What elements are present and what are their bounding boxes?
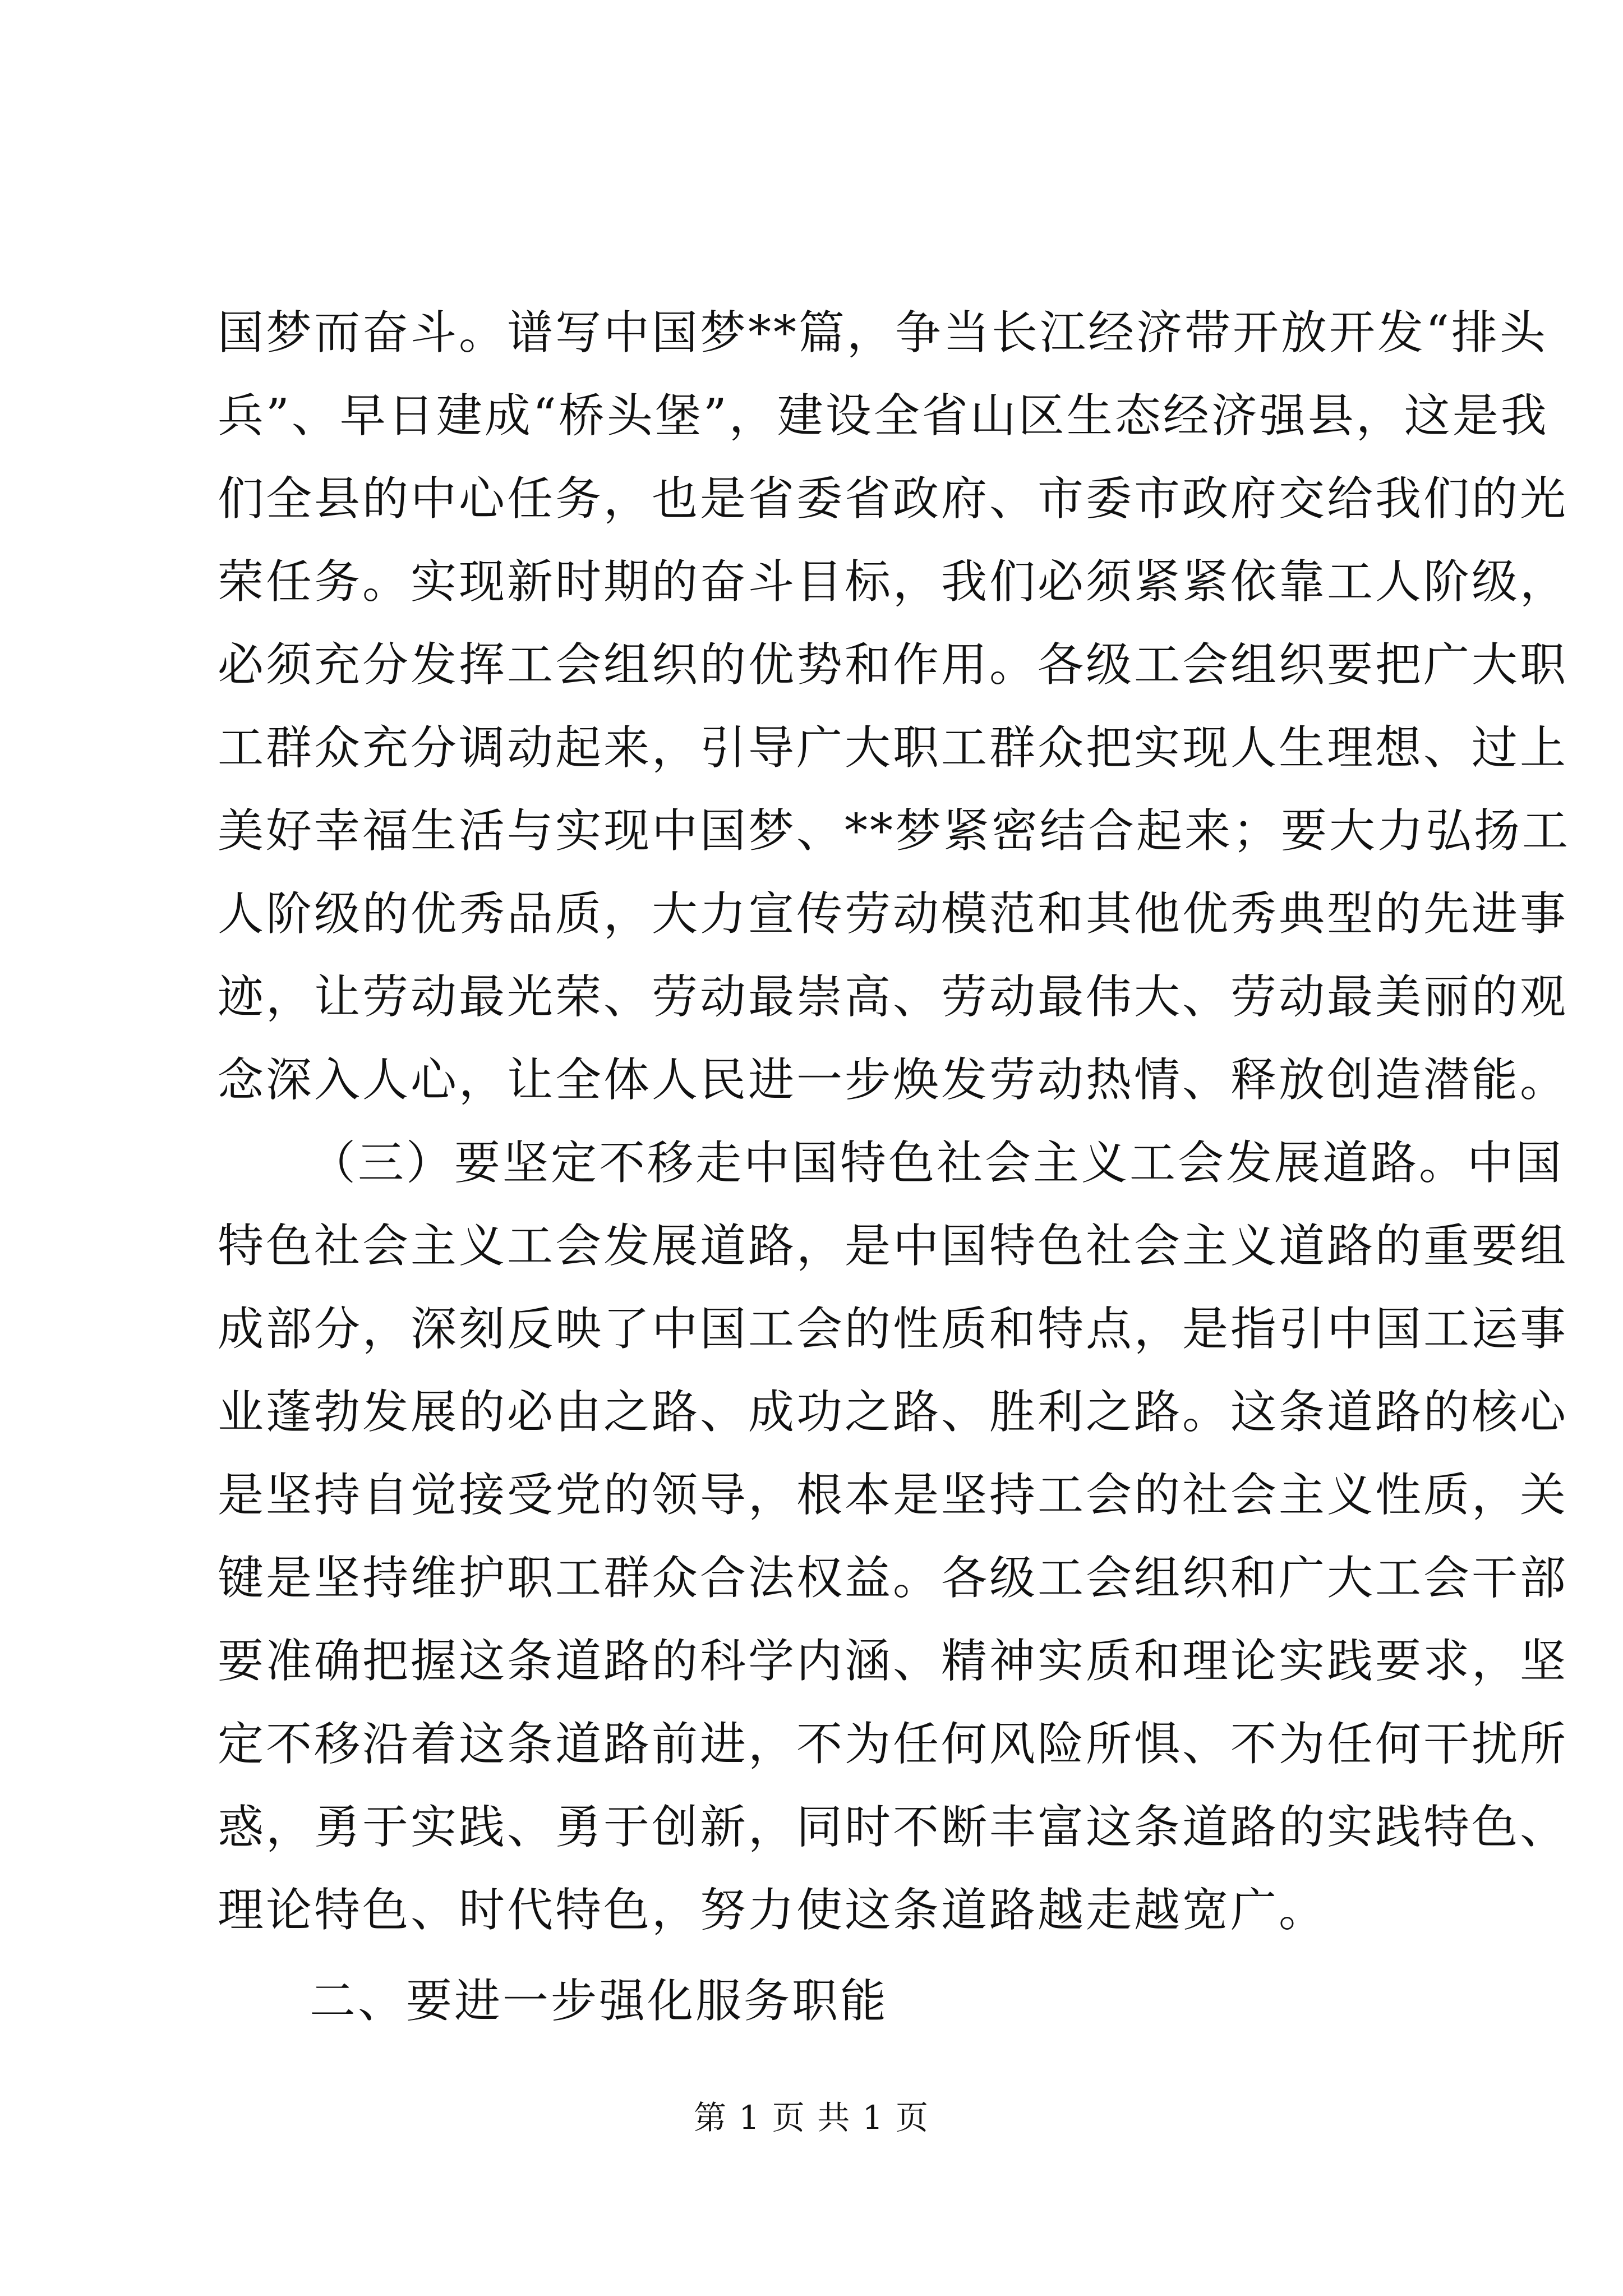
section-heading-text: 二、要进一步强化服务职能 xyxy=(310,1975,889,2028)
text-line: 人阶级的优秀品质，大力宣传劳动模范和其他优秀典型的先进事 xyxy=(218,887,1569,941)
section-heading xyxy=(218,1960,1423,2043)
page-footer xyxy=(0,2095,1623,2140)
text-line: 兵”、早日建成“桥头堡”，建设全省山区生态经济强县，这是我 xyxy=(218,389,1549,443)
text-line: 理论特色、时代特色，努力使这条道路越走越宽广。 xyxy=(218,1884,1327,1937)
text-line: 工群众充分调动起来，引导广大职工群众把实现人生理想、过上 xyxy=(218,721,1569,775)
text-line: 必须充分发挥工会组织的优势和作用。各级工会组织要把广大职 xyxy=(218,638,1569,692)
text-line: 迹，让劳动最光荣、劳动最崇高、劳动最伟大、劳动最美丽的观 xyxy=(218,970,1569,1024)
text-line: 荣任务。实现新时期的奋斗目标，我们必须紧紧依靠工人阶级， xyxy=(218,555,1569,609)
text-line: 念深入人心，让全体人民进一步焕发劳动热情、释放创造潜能。 xyxy=(218,1053,1569,1107)
text-line: （三）要坚定不移走中国特色社会主义工会发展道路。中国 xyxy=(310,1137,1564,1190)
text-line: 业蓬勃发展的必由之路、成功之路、胜利之路。这条道路的核心 xyxy=(218,1386,1569,1439)
text-line: 成部分，深刻反映了中国工会的性质和特点，是指引中国工运事 xyxy=(218,1303,1569,1356)
text-line: 是坚持自觉接受党的领导，根本是坚持工会的社会主义性质，关 xyxy=(218,1469,1569,1522)
text-line: 惑，勇于实践、勇于创新，同时不断丰富这条道路的实践特色、 xyxy=(218,1801,1569,1854)
text-line: 国梦而奋斗。谱写中国梦**篇，争当长江经济带开放开发“排头 xyxy=(218,306,1548,360)
text-line: 美好幸福生活与实现中国梦、**梦紧密结合起来；要大力弘扬工 xyxy=(218,804,1571,858)
text-line: 定不移沿着这条道路前进，不为任何风险所惧、不为任何干扰所 xyxy=(218,1718,1569,1771)
document-body xyxy=(218,292,1571,2043)
paragraph-continuation xyxy=(218,292,1571,1122)
text-line: 们全县的中心任务，也是省委省政府、市委市政府交给我们的光 xyxy=(218,472,1569,526)
text-line: 特色社会主义工会发展道路，是中国特色社会主义道路的重要组 xyxy=(218,1220,1569,1273)
paragraph-section-three xyxy=(218,1122,1569,1952)
text-line: 要准确把握这条道路的科学内涵、精神实质和理论实践要求，坚 xyxy=(218,1635,1569,1688)
text-line: 键是坚持维护职工群众合法权益。各级工会组织和广大工会干部 xyxy=(218,1552,1569,1605)
page-number-label: 第 1 页 共 1 页 xyxy=(694,2099,929,2137)
